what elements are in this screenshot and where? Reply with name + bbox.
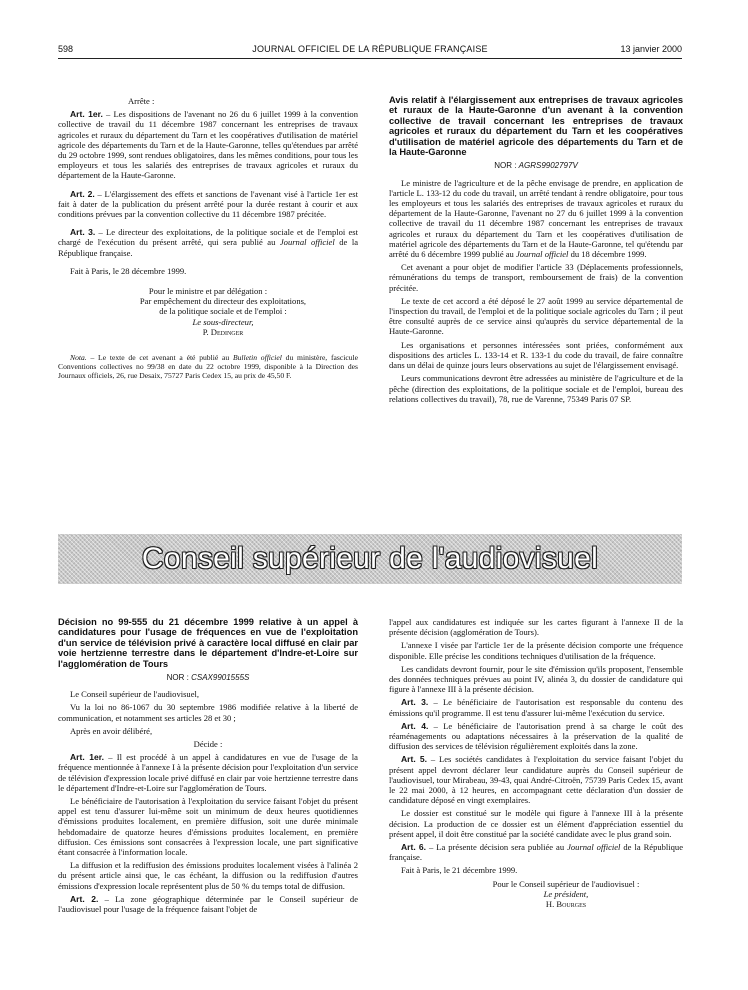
article-text: de la République française.	[389, 842, 683, 863]
article-label: Art. 5.	[401, 754, 427, 765]
header-rule	[58, 58, 682, 59]
nor-code: AGRS9902797V	[518, 161, 578, 171]
article-label: Art. 1er.	[70, 752, 104, 763]
article-text: – Le bénéficiaire de l'autorisation est responsable du contenu des émissions qu'il programme. Il est tenu d'assurer lui-même l'exécution du service.	[389, 697, 683, 718]
article-text: – Les sociétés candidates à l'exploitation du service faisant l'objet du présent appel devront déclarer leur candidature auprès du Conseil supérieur de l'audiovisuel, tour Mirabeau, 39-43, quai André-Citroën, 75739 Paris Cedex 15, avant le 22 mai 2000, à 12 heures, en accompagnant cette déclaration d'un dossier de candidature déposé en vingt exemplaires.	[389, 754, 683, 806]
left-bottom-column	[58, 617, 358, 917]
article-3	[389, 697, 683, 717]
left-top-column	[58, 96, 358, 384]
article-label: Art. 3.	[70, 227, 96, 238]
journal-ref: Journal officiel	[567, 842, 621, 853]
article-1	[58, 752, 358, 793]
paragraph	[389, 178, 683, 260]
decision-title: Décision no 99-555 du 21 décembre 1999 relative à un appel à candidatures pour l'usage de fréquences en vue de l'exploitation d'un service de télévision privé à caractère local diffusé en clair par voie hertzienne terrestre dans le département d'Indre-et-Loire sur l'agglomération de Tours	[58, 617, 358, 669]
nor-code: CSAX9901555S	[191, 673, 250, 683]
article-text: de la République française.	[58, 237, 358, 258]
avis-title: Avis relatif à l'élargissement aux entreprises de travaux agricoles et ruraux de la Haute-Garonne d'un avenant à la convention collective de travail concernant les entreprises de travaux agricoles et ruraux du département du Tarn et les coopératives d'utilisation de matériel agricole des départements du Tarn et de la Haute-Garonne	[389, 95, 683, 158]
paragraph-text: Le ministre de l'agriculture et de la pêche envisage de prendre, en application de l'article L. 133-12 du code du travail, un arrêté tendant à rendre obligatoire, pour tous les employeurs et tous les salariés des entreprises de travaux agricoles et ruraux du département de la Haute-Garonne, l'avenant no 27 du 6 juillet 1999 à la convention collective de travail du 11 décembre 1987 concernant les entreprises de travaux agricoles et ruraux du département du Tarn et les coopératives d'utilisation de matériel agricole des départements du Tarn et de la Haute-Garonne, tel qu'étendu par arrêté du 6 décembre 1999 publié au	[389, 177, 683, 260]
signature-line: de la politique sociale et de l'emploi :	[159, 306, 287, 317]
paragraph: Le Conseil supérieur de l'audiovisuel,	[70, 689, 200, 700]
paragraph: Leurs communications devront être adressées au ministère de l'agriculture et de la pêche (direction des exploitations, de la politique sociale et de l'emploi, bureau des relations collectives du travail), 78, rue de Varenne, 75349 Paris 07 SP.	[389, 373, 683, 404]
article-label: Art. 1er.	[70, 109, 103, 120]
paragraph: Après en avoir délibéré,	[70, 725, 153, 736]
paragraph: Le texte de cet accord a été déposé le 27 août 1999 au service départemental de l'inspection du travail, de l'emploi et de la politique sociale agricoles du Tarn ; il peut être consulté auprès de ce service ainsi qu'auprès du service départemental de la Haute-Garonne.	[389, 295, 683, 337]
note-text: du ministère, fascicule Conventions collectives no 99/38 en date du 22 octobre 1999, disponible à la Direction des Journaux officiels, 26, rue Desaix, 75727 Paris Cedex 15, au prix de 45,50 F.	[58, 353, 358, 381]
section-banner	[58, 534, 682, 584]
article-2	[58, 189, 358, 220]
article-text: – L'élargissement des effets et sanctions de l'avenant visé à l'article 1er est fait à dater de la publication du présent arrêté pour la durée restant à courir et aux conditions prévues par la convention collective du 11 décembre 1987 précitée.	[58, 188, 358, 220]
issue-date: 13 janvier 2000	[620, 44, 682, 54]
bulletin-ref: Bulletin officiel	[232, 353, 282, 363]
paragraph: Les candidats devront fournir, pour le site d'émission qu'ils proposent, l'ensemble des données techniques prévues au point IV, alinéa 3, du dossier de candidature qui figure à l'annexe III à la présente décision.	[389, 663, 683, 695]
nota-footnote	[58, 353, 358, 381]
journal-title: JOURNAL OFFICIEL DE LA RÉPUBLIQUE FRANÇAISE	[252, 44, 488, 54]
nor-reference	[389, 161, 683, 171]
article-4	[389, 721, 683, 752]
journal-ref: Journal officiel	[279, 237, 335, 248]
fait-a-paris: Fait à Paris, le 21 décembre 1999.	[401, 865, 518, 876]
paragraph: Le bénéficiaire de l'autorisation à l'exploitation du service faisant l'objet du présent appel est tenu d'assurer lui-même soit un minimum de deux heures quotidiennes d'émissions produites localement, en première diffusion, soit une durée minimale hebdomadaire de quatorze heures d'émissions produites localement, en première diffusion. Ces émissions sont consacrées à l'expression locale, une part significative étant consacrée à l'information locale.	[58, 796, 358, 858]
right-top-column	[389, 95, 683, 407]
arrete-heading: Arrête :	[128, 96, 155, 106]
nor-label: NOR :	[494, 161, 519, 171]
article-3	[58, 227, 358, 258]
paragraph: L'annexe I visée par l'article 1er de la présente décision comporte une fréquence disponible. Elle précise les conditions techniques d'utilisation de la fréquence.	[389, 640, 683, 661]
decide-heading: Décide :	[193, 739, 223, 750]
signatory-name: H. Bourges	[545, 899, 587, 910]
signature-title: Le président,	[543, 888, 589, 899]
article-label: Art. 2.	[70, 188, 95, 199]
paragraph: l'appel aux candidatures est indiquée sur les cartes figurant à l'annexe II de la présente décision (agglomération de Tours).	[389, 617, 683, 638]
article-1	[58, 109, 358, 180]
paragraph: Vu la loi no 86-1067 du 30 septembre 1986 modifiée relative à la liberté de communication, et notamment ses articles 28 et 30 ;	[58, 702, 358, 723]
signatory-name: P. Dedinger	[202, 326, 244, 337]
note-label: Nota.	[70, 353, 87, 363]
paragraph: La diffusion et la rediffusion des émissions produites localement visées à l'alinéa 2 du présent article ainsi que, le cas échéant, la diffusion ou la rediffusion d'autres émissions d'expression locale représentent plus de 50 % du temps total de diffusion.	[58, 860, 358, 891]
nor-label: NOR :	[166, 673, 192, 683]
paragraph-text: du 18 décembre 1999.	[568, 249, 647, 260]
banner-title: Conseil supérieur de l'audiovisuel	[141, 542, 599, 575]
article-5	[389, 754, 683, 805]
article-text: – Les dispositions de l'avenant no 26 du 6 juillet 1999 à la convention collective de travail du 11 décembre 1987 concernant les entreprises de travaux agricoles et ruraux du département du Tarn et les coopératives d'utilisation de matériel agricole des départements du Tarn et de la Haute-Garonne, telles qu'étendues par arrêté du 29 octobre 1999, sont rendues obligatoires, dans les mêmes conditions, pour tous les employeurs et tous les salariés des entreprises de travaux agricoles et ruraux du département de la Haute-Garonne.	[58, 109, 358, 181]
article-text: – Il est procédé à un appel à candidatures en vue de l'usage de la fréquence mentionnée à l'annexe I à la présente décision pour l'exploitation d'un service de télévision d'expression locale privé diffusé en clair par voie hertzienne terrestre dans le département d'Indre-et-Loire sur l'agglomération de Tours.	[58, 752, 358, 793]
article-text: – Le directeur des exploitations, de la politique sociale et de l'emploi est chargé de l'exécution du présent arrêté, qui sera publié au	[58, 227, 358, 248]
signature-line: Pour le Conseil supérieur de l'audiovisuel :	[492, 878, 640, 889]
signature-title: Le sous-directeur,	[192, 316, 254, 327]
nor-reference	[58, 673, 358, 683]
signature-line: Par empêchement du directeur des exploitations,	[139, 296, 307, 307]
paragraph: Cet avenant a pour objet de modifier l'article 33 (Déplacements professionnels, rémunérations du temps de transport, remboursement de frais) de la convention précitée.	[389, 262, 683, 293]
article-text: – La zone géographique déterminée par le Conseil supérieur de l'audiovisuel pour l'usage de la fréquence faisant l'objet de	[58, 893, 358, 915]
right-bottom-column	[389, 617, 683, 909]
page-number: 598	[58, 44, 74, 54]
article-6	[389, 842, 683, 862]
note-text: – Le texte de cet avenant a été publié au	[86, 353, 233, 363]
article-label: Art. 2.	[70, 893, 99, 904]
journal-ref: Journal officiel	[515, 249, 569, 260]
fait-a-paris: Fait à Paris, le 28 décembre 1999.	[70, 265, 187, 276]
paragraph: Les organisations et personnes intéressées sont priées, conformément aux dispositions des articles L. 133-14 et R. 133-1 du code du travail, de faire connaître dans un délai de quinze jours leurs observations au sujet de l'élargissement envisagé.	[389, 339, 683, 371]
article-text: – Le bénéficiaire de l'autorisation prend à sa charge le coût des réaménagements ou adaptations nécessaires à la préservation de la qualité de diffusion des services de télévision régulièrement exploités dans la zone.	[389, 720, 683, 752]
article-label: Art. 4.	[401, 720, 429, 731]
article-label: Art. 6.	[401, 842, 427, 853]
article-2	[58, 894, 358, 914]
paragraph: Le dossier est constitué sur le modèle qui figure à l'annexe III à la présente décision. La production de ce dossier est un élément d'appréciation essentiel du présent appel, il doit être constitué par la société candidate avec le plus grand soin.	[389, 808, 683, 839]
page-header	[58, 44, 682, 58]
article-text: – La présente décision sera publiée au	[426, 842, 568, 853]
signature-line: Pour le ministre et par délégation :	[148, 286, 268, 297]
article-label: Art. 3.	[401, 697, 429, 708]
